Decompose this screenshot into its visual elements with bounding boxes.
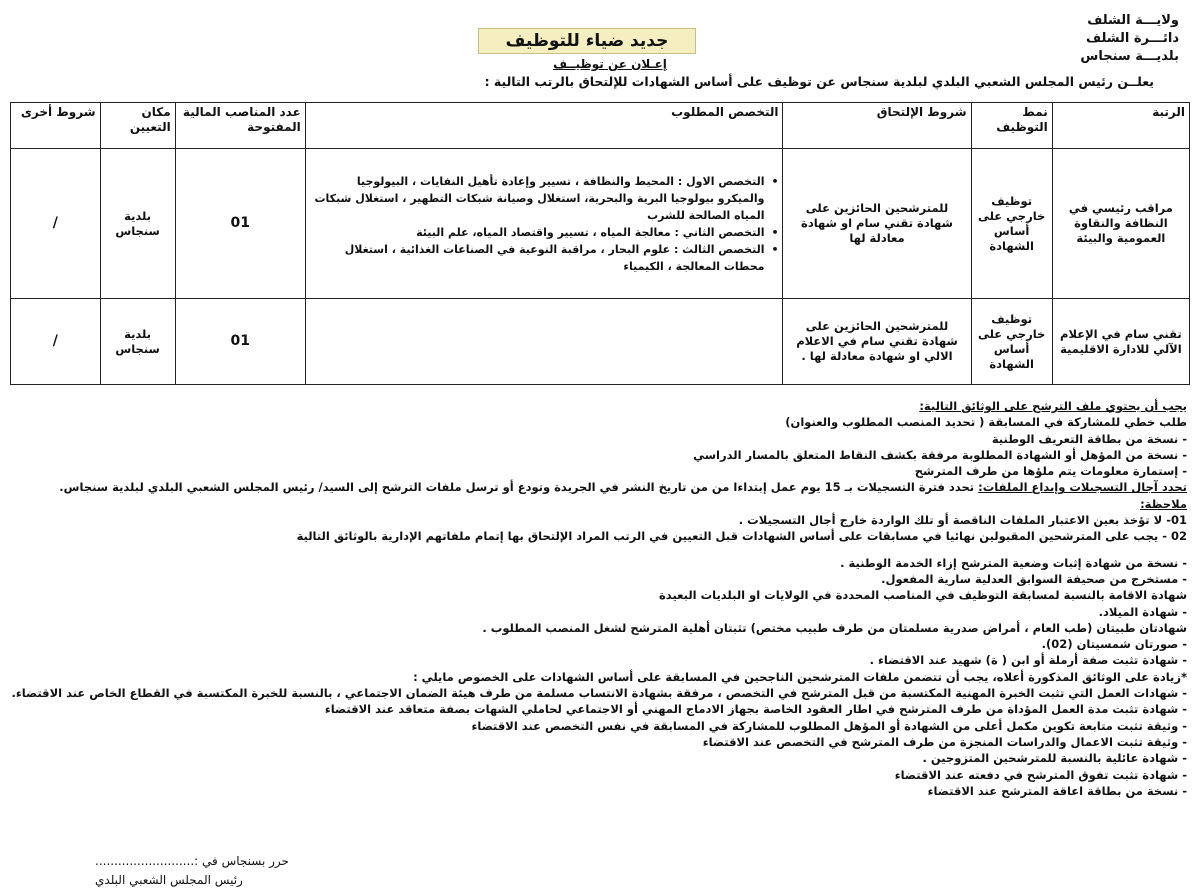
- col-header-grade: الرتبة: [1052, 103, 1189, 149]
- final-document-item: - وثيقة تثبت الاعمال والدراسات المنجزة من طرف المترشح في التخصص عند الاقتضاء: [702, 734, 1187, 749]
- final-document-item: *زيادة على الوثائق المذكورة أعلاه، يجب أن تتضمن ملفات المترشحين الناجحين في المسابقة على أساس الشهادات على الخصوص مايلي :: [413, 669, 1187, 684]
- final-document-item: شهادة الاقامة بالنسبة لمسابقة التوظيف في المناصب المحددة في الولايات او البلديات البعيدة: [659, 588, 1187, 603]
- place-date-line: حرر بسنجاس في :..........................: [95, 854, 289, 868]
- deadline-paragraph: [7, 479, 1187, 495]
- administrative-header: [979, 12, 1179, 66]
- positions-table: [10, 102, 1190, 385]
- specialty-item: • التخصص الثاني : معالجة المياه ، تسيير واقتصاد المياه، علم البيئة: [310, 224, 779, 241]
- col-header-other: شروط أخرى: [11, 103, 101, 149]
- signature-block: [95, 852, 355, 890]
- final-document-item: - نسخة من شهادة إثبات وضعية المترشح إزاء الخدمة الوطنية .: [840, 555, 1187, 570]
- cell-condition: للمترشحين الحائزين على شهادة تقني سام في الاعلام الالي او شهادة معادلة لها .: [783, 299, 971, 385]
- header-line-commune: بلديـــة سنجاس: [1080, 49, 1179, 64]
- table-row: [11, 149, 1190, 299]
- intro-paragraph: يعلــن رئيس المجلس الشعبي البلدي لبلدية سنجاس عن توظيف على أساس الشهادات للإلتحاق بالرتب التالية :: [484, 74, 1154, 89]
- final-document-item: - وثيقة تثبت متابعة تكوين مكمل أعلى من الشهادة أو المؤهل المطلوب للمشاركة في المسابقة في نفس التخصص عند الاقتضاء: [471, 718, 1187, 733]
- deadline-label: تحدد آجال التسجيلات وإيداع الملفات:: [978, 480, 1187, 495]
- final-document-item: - شهادة تثبت صفة أرملة أو ابن ( ة) شهيد عند الاقتضاء .: [869, 653, 1187, 668]
- cell-other: /: [11, 299, 101, 385]
- final-document-item: - شهادة الميلاد.: [1098, 604, 1187, 619]
- header-line-daira: دائـــرة الشلف: [1086, 31, 1179, 46]
- final-document-item: - شهادة عائلية بالنسبة للمترشحين المتزوجين .: [922, 751, 1187, 766]
- final-document-item: - شهادة تثبت تفوق المترشح في دفعته عند الاقتضاء: [894, 767, 1187, 782]
- cell-grade: تقني سام في الإعلام الآلي للادارة الاقليمية: [1052, 299, 1189, 385]
- final-document-item: - مستخرج من صحيفة السوابق العدلية سارية المفعول.: [881, 571, 1187, 586]
- cell-count: 01: [175, 299, 305, 385]
- cell-specialty: [305, 299, 783, 385]
- document-item: طلب خطي للمشاركة في المسابقة ( تحديد المنصب المطلوب والعنوان): [785, 415, 1187, 430]
- col-header-count: عدد المناصب المالية المفتوحة: [175, 103, 305, 149]
- cell-place: بلدية سنجاس: [100, 299, 175, 385]
- signatory-title: رئيس المجلس الشعبي البلدي: [95, 873, 243, 887]
- specialty-item: • التخصص الثالث : علوم البحار ، مراقبة النوعية في الصناعات الغذائية ، استغلال محطات المعالجة ، الكيمياء: [310, 241, 779, 275]
- table-row: [11, 299, 1190, 385]
- col-header-specialty: التخصص المطلوب: [305, 103, 783, 149]
- specialty-item: • التخصص الاول : المحيط والنظافة ، تسيير وإعادة تأهيل النفايات ، البيولوجيا والميكرو بيولوجيا البرية والبحرية، استغلال وصيانة شبكات التطهير ، استغلال شبكات المياه الصالحة للشرب: [310, 173, 779, 224]
- cell-count: 01: [175, 149, 305, 299]
- requirements-section: [7, 398, 1187, 799]
- final-document-item: - شهادات العمل التي تثبت الخبرة المهنية المكتسبة من قبل المترشح في التخصص ، مرفقة بشهادة الانتساب مسلمة من طرف هيئة الضمان الاجتماعي ، بالنسبة للخبرة المكتسبة في القطاع الخاص عند الاقتضاء.: [11, 686, 1187, 701]
- col-header-condition: شروط الإلتحاق: [783, 103, 971, 149]
- document-item: - نسخة من المؤهل أو الشهادة المطلوبة مرفقة بكشف النقاط المتعلق بالمسار الدراسي: [693, 447, 1187, 462]
- final-document-item: - صورتان شمسيتان (02).: [1041, 637, 1187, 652]
- documents-title: يجب أن يحتوي ملف الترشح على الوثائق التالية:: [919, 399, 1187, 413]
- note-item: 01- لا تؤخذ بعين الاعتبار الملفات الناقصة أو تلك الواردة خارج أجال التسجيلات .: [738, 513, 1187, 528]
- col-header-mode: نمط التوظيف: [971, 103, 1052, 149]
- document-item: - إستمارة معلومات يتم ملؤها من طرف المترشح: [914, 464, 1187, 479]
- cell-grade: مراقب رئيسي في النظافة والنقاوة العمومية والبيئة: [1052, 149, 1189, 299]
- final-document-item: - نسخة من بطاقة اعاقة المترشح عند الاقتضاء: [927, 783, 1187, 798]
- note-label: ملاحظة:: [1140, 496, 1187, 511]
- col-header-place: مكان التعيين: [100, 103, 175, 149]
- cell-condition: للمترشحين الحائزين على شهادة تقني سام او شهادة معادلة لها: [783, 149, 971, 299]
- table-header-row: [11, 103, 1190, 149]
- header-line-wilaya: ولايـــة الشلف: [1087, 13, 1179, 28]
- cell-other: /: [11, 149, 101, 299]
- final-document-item: شهادتان طبيتان (طب العام ، أمراض صدرية مسلمتان من طرف طبيب مختص) تثبتان أهلية المترشح لشغل المنصب المطلوب .: [482, 620, 1187, 635]
- document-item: - نسخة من بطاقة التعريف الوطنية: [991, 431, 1187, 446]
- cell-mode: توظيف خارجي على أساس الشهادة: [971, 299, 1052, 385]
- final-document-item: - شهادة تثبت مدة العمل المؤداة من طرف المترشح في اطار العقود الخاصة بجهاز الادماج المهني أو الاجتماعي لحاملي الشهات بصفة متعاقد عند الاقتضاء: [324, 702, 1187, 717]
- cell-mode: توظيف خارجي على أساس الشهادة: [971, 149, 1052, 299]
- cell-specialty: [305, 149, 783, 299]
- note-item: 02 - يجب على المترشحين المقبولين نهائيا في مسابقات على أساس الشهادات قبل التعيين في الرتب المراد الإلتحاق بها إتمام ملفاتهم الإدارية بالوثائق التالية: [296, 529, 1187, 544]
- announcement-title: إعـلان عن توظيــف: [553, 57, 667, 71]
- source-banner: جديد ضياء للتوظيف: [478, 28, 696, 54]
- cell-place: بلدية سنجاس: [100, 149, 175, 299]
- deadline-text: تحدد فترة التسجيلات بـ 15 يوم عمل إبتداءا من من تاريخ النشر في الجريدة وتودع أو ترسل ملفات الترشح إلى السيد/ رئيس المجلس الشعبي البلدي لبلدية سنجاس.: [59, 480, 975, 495]
